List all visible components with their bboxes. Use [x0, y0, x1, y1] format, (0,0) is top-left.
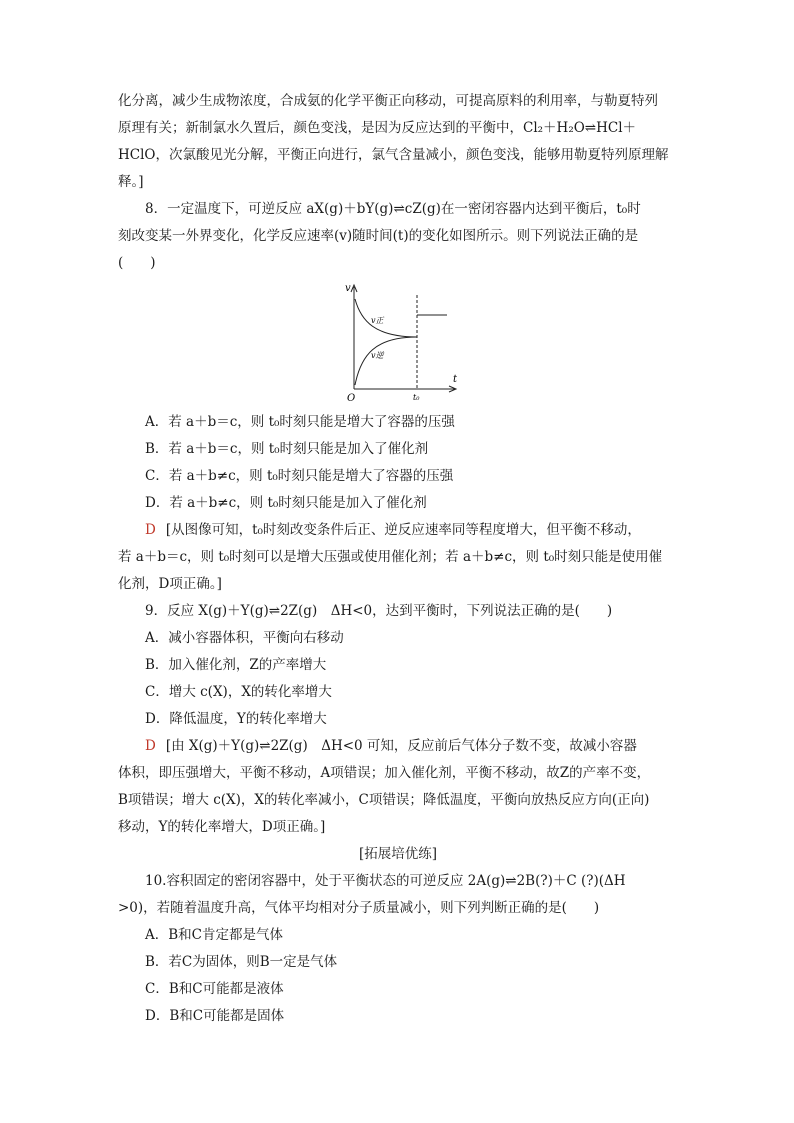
intro-line: 原理有关；新制氯水久置后，颜色变浅，是因为反应达到的平衡中，Cl₂＋H₂O⇌HCl＋	[118, 120, 637, 136]
intro-line: 化分离，减少生成物浓度，合成氨的化学平衡正向移动，可提高原料的利用率，与勒夏特列	[118, 93, 658, 109]
q9-explanation-line: 移动，Y的转化率增大，D项正确。]	[118, 819, 326, 835]
q10-stem-line: >0)，若随着温度升高，气体平均相对分子质量减小，则下列判断正确的是( )	[118, 900, 600, 916]
q9-stem: 9．反应 X(g)＋Y(g)⇌2Z(g) ΔH<0，达到平衡时，下列说法正确的是( )	[145, 603, 613, 619]
q10-stem-line: 10.容积固定的密闭容器中，处于平衡状态的可逆反应 2A(g)⇌2B(?)＋C (?)(ΔH	[145, 873, 626, 889]
intro-line: HClO，次氯酸见光分解，平衡正向进行，氯气含量减小，颜色变浅，能够用勒夏特列原理解	[118, 147, 669, 163]
q10-option-d: D．B和C可能都是固体	[145, 1008, 285, 1024]
q8-explanation-line: 若 a＋b＝c，则 t₀时刻可以是增大压强或使用催化剂；若 a＋b≠c，则 t₀时刻只能是使用催	[118, 549, 663, 565]
q8-option-b: B．若 a＋b＝c，则 t₀时刻只能是加入了催化剂	[145, 441, 429, 457]
v-reverse-label: v逆	[371, 351, 384, 360]
q9-explanation-text: [由 X(g)＋Y(g)⇌2Z(g) ΔH<0 可知，反应前后气体分子数不变，故减小容器	[165, 738, 637, 754]
q8-explanation-line	[118, 517, 678, 544]
v-forward-label: v正	[371, 316, 384, 325]
q8-explanation-text: [从图像可知，t₀时刻改变条件后正、逆反应速率同等程度增大，但平衡不移动，	[165, 522, 641, 538]
q9-explanation-line: B项错误；增大 c(X)，X的转化率减小，C项错误；降低温度，平衡向放热反应方向(正向)	[118, 792, 650, 808]
q10-option-c: C．B和C可能都是液体	[145, 981, 284, 997]
q9-explanation-line: 体积，即压强增大，平衡不移动，A项错误；加入催化剂，平衡不移动，故Z的产率不变，	[118, 765, 651, 781]
q8-stem-line: ( )	[118, 255, 156, 271]
q10-option-a: A．B和C肯定都是气体	[145, 927, 283, 943]
intro-line: 释。]	[118, 174, 144, 190]
q9-answer: D	[145, 738, 156, 754]
q8-option-c: C．若 a＋b≠c，则 t₀时刻只能是增大了容器的压强	[145, 468, 454, 484]
q8-answer: D	[145, 522, 156, 538]
t0-label: t₀	[413, 393, 420, 402]
q8-stem-line: 刻改变某一外界变化，化学反应速率(v)随时间(t)的变化如图所示。则下列说法正确的是	[118, 228, 639, 244]
rate-time-graph-svg	[343, 279, 463, 403]
q8-explanation-line: 化剂，D项正确。]	[118, 576, 222, 592]
q8-option-d: D．若 a＋b≠c，则 t₀时刻只能是加入了催化剂	[145, 495, 427, 511]
y-axis-label: v	[345, 283, 351, 294]
q9-explanation-line	[118, 733, 678, 760]
q9-option-a: A．减小容器体积，平衡向右移动	[145, 630, 344, 646]
q9-option-d: D．降低温度，Y的转化率增大	[145, 711, 327, 727]
q9-option-b: B．加入催化剂，Z的产率增大	[145, 657, 327, 673]
q8-stem-line: 8．一定温度下，可逆反应 aX(g)＋bY(g)⇌cZ(g)在一密闭容器内达到平衡后，t₀时	[145, 201, 641, 217]
q10-option-b: B．若C为固体，则B一定是气体	[145, 954, 338, 970]
section-heading: [拓展培优练]	[358, 846, 438, 862]
document-page	[118, 88, 678, 1030]
origin-label: O	[347, 393, 356, 403]
q9-option-c: C．增大 c(X)，X的转化率增大	[145, 684, 332, 700]
x-axis-label: t	[453, 374, 458, 385]
q8-option-a: A．若 a＋b＝c，则 t₀时刻只能是增大了容器的压强	[145, 414, 455, 430]
v-reverse-curve	[355, 337, 417, 385]
v-forward-curve	[355, 299, 417, 337]
rate-time-graph	[118, 279, 678, 403]
